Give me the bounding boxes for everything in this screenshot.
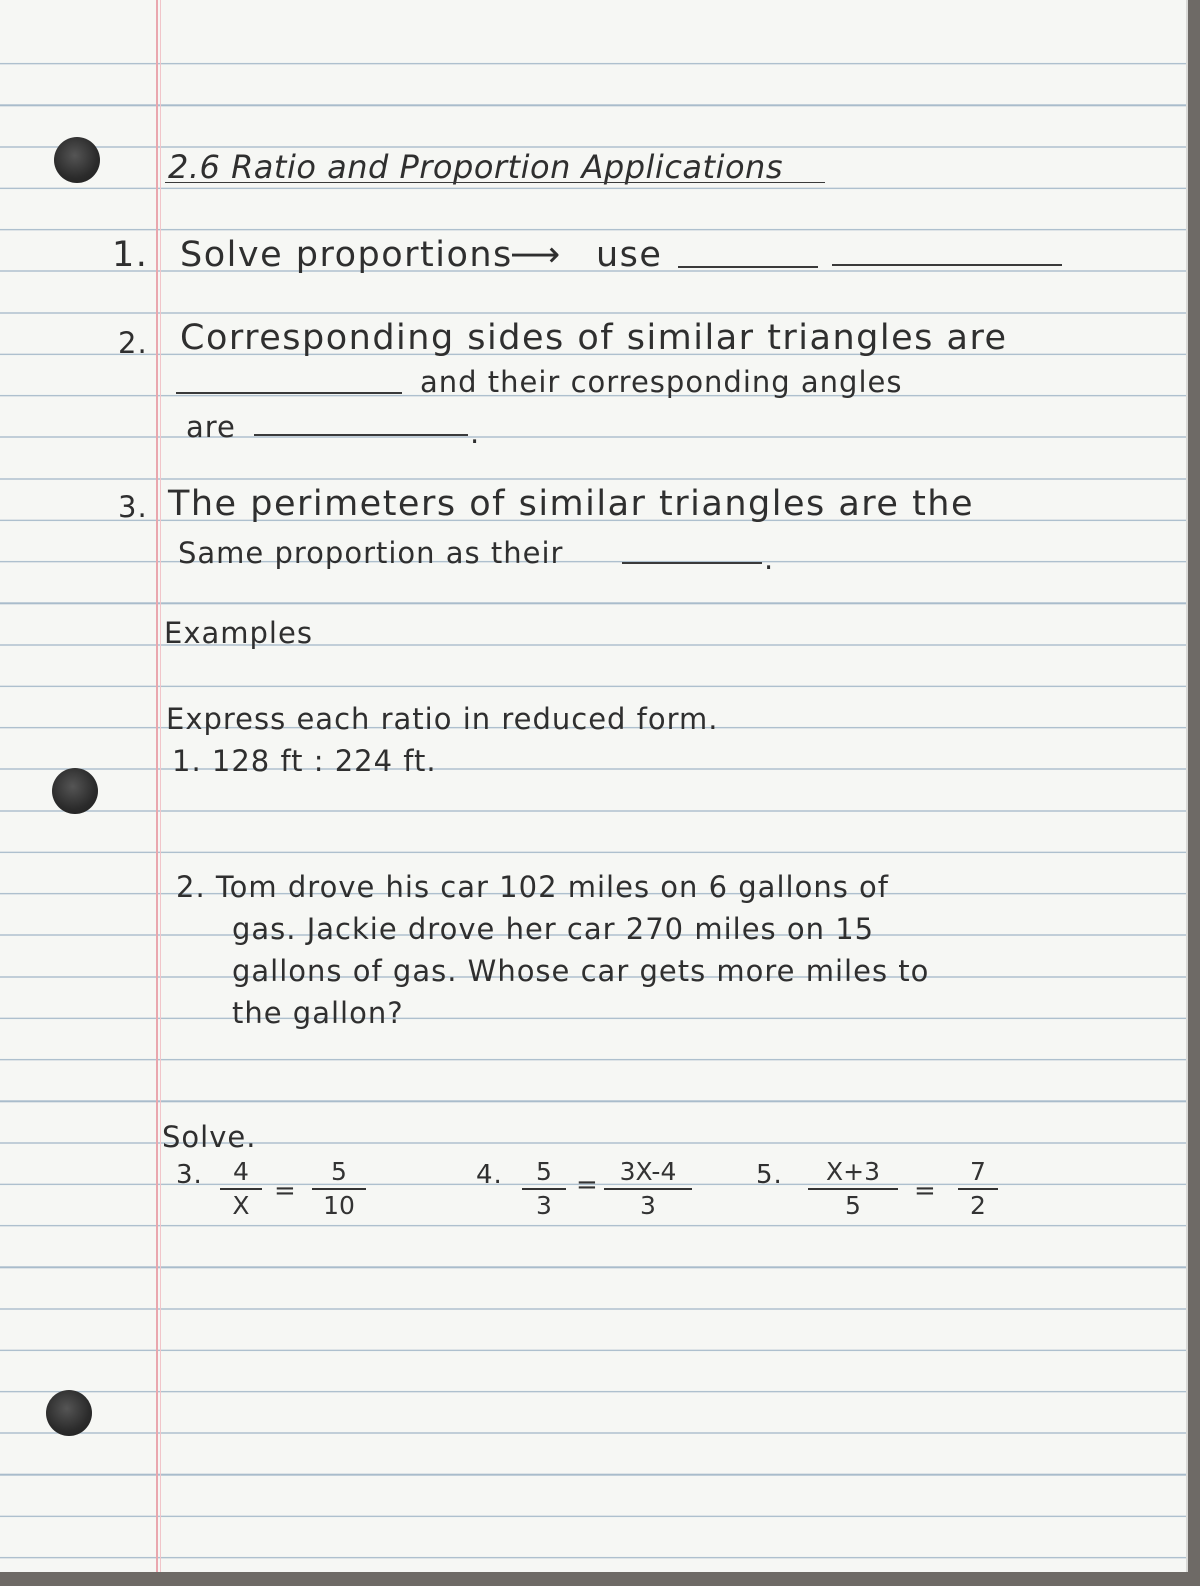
note-1-blank-2: [832, 264, 1062, 266]
example-2-line-3: gallons of gas. Whose car gets more miles to: [232, 954, 930, 988]
problem-4-number: 4.: [476, 1160, 503, 1190]
note-2-line-1: Corresponding sides of similar triangles are: [180, 318, 1008, 358]
problem-3-equals: =: [274, 1176, 296, 1206]
solve-heading: Solve.: [162, 1120, 257, 1154]
problem-5-left-fraction: [808, 1157, 898, 1221]
problem-4-left-denominator: 3: [536, 1191, 552, 1220]
note-1-text: Solve proportions: [180, 235, 513, 275]
margin-line-secondary: [160, 0, 161, 1572]
fraction-bar: [604, 1188, 692, 1190]
note-3-blank: [622, 562, 762, 564]
problem-4-left-fraction: [522, 1157, 566, 1221]
examples-heading: Examples: [164, 616, 313, 650]
problem-5-left-denominator: 5: [845, 1191, 861, 1220]
title-underline: [165, 182, 825, 183]
note-2-blank-1: [176, 392, 402, 394]
note-1-blank-1: [678, 266, 818, 268]
examples-instruction: Express each ratio in reduced form.: [166, 702, 719, 736]
fraction-bar: [958, 1188, 998, 1190]
note-2-line-2: and their corresponding angles: [420, 365, 903, 399]
problem-3-right-fraction: [312, 1157, 366, 1221]
margin-line: [156, 0, 158, 1572]
problem-5-left-numerator: X+3: [826, 1157, 880, 1186]
problem-3-left-numerator: 4: [233, 1157, 249, 1186]
binder-hole-middle: [52, 768, 98, 814]
problem-3-number: 3.: [176, 1160, 203, 1190]
problem-4-right-denominator: 3: [640, 1191, 656, 1220]
arrow-icon: ⟶: [510, 235, 562, 275]
problem-3-left-fraction: [220, 1157, 262, 1221]
note-2-period: .: [470, 416, 481, 450]
problem-4-right-numerator: 3X-4: [619, 1157, 677, 1186]
example-2-line-1: 2. Tom drove his car 102 miles on 6 gallons of: [176, 870, 889, 904]
note-3-period: .: [764, 542, 775, 576]
fraction-bar: [220, 1188, 262, 1190]
problem-5-equals: =: [914, 1176, 936, 1206]
note-3-line-1: The perimeters of similar triangles are the: [168, 484, 975, 524]
problem-4-right-fraction: [604, 1157, 692, 1221]
problem-5-right-numerator: 7: [970, 1157, 986, 1186]
fraction-bar: [808, 1188, 898, 1190]
problem-4-equals: =: [576, 1170, 598, 1200]
note-1-use: use: [596, 235, 663, 275]
note-2-blank-2: [254, 434, 468, 436]
note-2-number: 2.: [118, 326, 148, 360]
binder-hole-top: [54, 137, 100, 183]
problem-5-number: 5.: [756, 1160, 783, 1190]
note-3-line-2: Same proportion as their: [178, 536, 564, 570]
fraction-bar: [522, 1188, 566, 1190]
note-1-number: 1.: [112, 235, 149, 275]
fraction-bar: [312, 1188, 366, 1190]
problem-5-right-fraction: [958, 1157, 998, 1221]
problem-5-right-denominator: 2: [970, 1191, 986, 1220]
example-1: 1. 128 ft : 224 ft.: [172, 744, 437, 778]
problem-3-right-numerator: 5: [331, 1157, 347, 1186]
problem-4-left-numerator: 5: [536, 1157, 552, 1186]
binder-hole-bottom: [46, 1390, 92, 1436]
problem-3-left-denominator: X: [232, 1191, 250, 1220]
note-3-number: 3.: [118, 490, 148, 524]
example-2-line-4: the gallon?: [232, 996, 404, 1030]
page-title: 2.6 Ratio and Proportion Applications: [168, 148, 783, 186]
example-2-line-2: gas. Jackie drove her car 270 miles on 15: [232, 912, 875, 946]
problem-3-right-denominator: 10: [323, 1191, 355, 1220]
note-2-line-3: are: [186, 410, 236, 444]
